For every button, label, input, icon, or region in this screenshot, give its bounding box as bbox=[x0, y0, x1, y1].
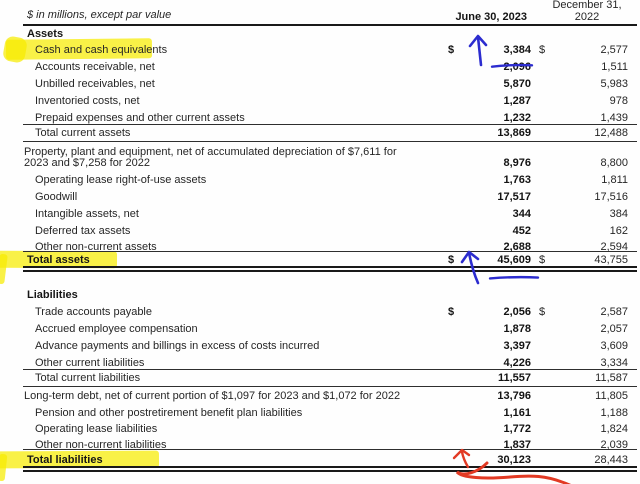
row-label: Trade accounts payable bbox=[35, 306, 152, 318]
value-december-31-2022: 5,983 bbox=[600, 78, 628, 90]
dollar-sign-2023: $ bbox=[448, 254, 455, 266]
value-june-30-2023: 452 bbox=[512, 225, 531, 237]
value-june-30-2023: 1,232 bbox=[503, 112, 531, 124]
value-december-31-2022: 1,439 bbox=[600, 112, 628, 124]
value-december-31-2022: 162 bbox=[609, 225, 628, 237]
value-december-31-2022: 384 bbox=[609, 208, 628, 220]
value-december-31-2022: 1,511 bbox=[601, 61, 628, 73]
column-header-december-31-line2: 2022 bbox=[574, 10, 600, 23]
value-december-31-2022: 2,594 bbox=[600, 241, 628, 253]
value-december-31-2022: 2,057 bbox=[600, 323, 628, 335]
dollar-sign-2022: $ bbox=[539, 44, 546, 56]
value-june-30-2023: 1,161 bbox=[503, 407, 531, 419]
value-june-30-2023: 2,056 bbox=[503, 306, 531, 318]
dollar-sign-2023: $ bbox=[448, 44, 455, 56]
blue-up-arrow-icon bbox=[459, 248, 487, 286]
value-june-30-2023: 1,763 bbox=[503, 174, 531, 186]
column-header-december-31-line1: December 31, bbox=[552, 0, 622, 11]
row-label: Intangible assets, net bbox=[35, 208, 139, 220]
value-june-30-2023: 13,869 bbox=[497, 127, 531, 139]
value-june-30-2023: 1,837 bbox=[503, 439, 531, 451]
row-label-line2: 2023 and $7,258 for 2022 bbox=[24, 157, 151, 169]
value-june-30-2023: 11,557 bbox=[497, 372, 531, 384]
horizontal-rule bbox=[23, 141, 637, 142]
row-label: Operating lease right-of-use assets bbox=[35, 174, 207, 186]
value-december-31-2022: 978 bbox=[609, 95, 628, 107]
row-label: Liabilities bbox=[27, 289, 78, 301]
value-december-31-2022: 2,039 bbox=[600, 439, 628, 451]
value-june-30-2023: 1,287 bbox=[503, 95, 531, 107]
value-june-30-2023: 3,384 bbox=[503, 44, 531, 56]
value-december-31-2022: 2,577 bbox=[600, 44, 628, 56]
row-label: Total current liabilities bbox=[35, 372, 141, 384]
row-label: Accounts receivable, net bbox=[35, 61, 155, 73]
value-december-31-2022: 43,755 bbox=[594, 254, 628, 266]
row-label: Total current assets bbox=[35, 127, 131, 139]
value-december-31-2022: 1,811 bbox=[601, 174, 628, 186]
value-june-30-2023: 45,609 bbox=[497, 254, 531, 266]
value-december-31-2022: 1,824 bbox=[600, 423, 628, 435]
value-june-30-2023: 1,878 bbox=[503, 323, 531, 335]
column-header-december-31-2022 bbox=[544, 0, 630, 23]
blue-up-arrow-icon bbox=[463, 32, 491, 68]
row-label: Total liabilities bbox=[27, 454, 103, 466]
value-june-30-2023: 4,226 bbox=[503, 357, 531, 369]
column-header-june-30-2023: June 30, 2023 bbox=[455, 11, 527, 23]
value-december-31-2022: 2,587 bbox=[600, 306, 628, 318]
row-label: Cash and cash equivalents bbox=[35, 44, 168, 56]
value-december-31-2022: 12,488 bbox=[594, 127, 628, 139]
row-label: Assets bbox=[27, 28, 64, 40]
value-december-31-2022: 3,609 bbox=[600, 340, 628, 352]
value-june-30-2023: 5,870 bbox=[503, 78, 531, 90]
red-swoosh-stroke bbox=[430, 456, 640, 484]
value-december-31-2022: 17,516 bbox=[594, 191, 628, 203]
row-label: Operating lease liabilities bbox=[35, 423, 158, 435]
row-label: Long-term debt, net of current portion of $1,097 for 2023 and $1,072 for 2022 bbox=[24, 390, 401, 402]
value-june-30-2023: 3,397 bbox=[503, 340, 531, 352]
value-june-30-2023: 344 bbox=[512, 208, 531, 220]
row-label: Other non-current assets bbox=[35, 241, 157, 253]
row-label: Goodwill bbox=[35, 191, 78, 203]
value-june-30-2023: 13,796 bbox=[497, 390, 531, 402]
row-label: Accrued employee compensation bbox=[35, 323, 198, 335]
value-june-30-2023: 8,976 bbox=[503, 157, 531, 169]
row-label: Total assets bbox=[27, 254, 90, 266]
dollar-sign-2022: $ bbox=[539, 254, 546, 266]
value-december-31-2022: 1,188 bbox=[600, 407, 628, 419]
dollar-sign-2022: $ bbox=[539, 306, 546, 318]
value-december-31-2022: 28,443 bbox=[594, 454, 628, 466]
value-june-30-2023: 30,123 bbox=[497, 454, 531, 466]
row-label: Other current liabilities bbox=[35, 357, 145, 369]
row-label: Advance payments and billings in excess of costs incurred bbox=[35, 340, 320, 352]
value-june-30-2023: 2,096 bbox=[503, 61, 531, 73]
horizontal-rule bbox=[23, 24, 637, 26]
row-label: Other non-current liabilities bbox=[35, 439, 167, 451]
value-june-30-2023: 2,688 bbox=[503, 241, 531, 253]
dollar-sign-2023: $ bbox=[448, 306, 455, 318]
blue-underline-icon bbox=[488, 275, 540, 282]
row-label: Property, plant and equipment, net of accumulated depreciation of $7,611 for bbox=[24, 146, 397, 158]
table-caption: $ in millions, except par value bbox=[27, 9, 172, 21]
row-label: Pension and other postretirement benefit plan liabilities bbox=[35, 407, 303, 419]
row-label: Deferred tax assets bbox=[35, 225, 131, 237]
value-december-31-2022: 11,805 bbox=[595, 390, 628, 402]
value-june-30-2023: 1,772 bbox=[503, 423, 531, 435]
highlighter-stroke-total-assets-edge bbox=[0, 254, 8, 285]
value-june-30-2023: 17,517 bbox=[497, 191, 531, 203]
horizontal-rule bbox=[23, 386, 637, 387]
value-december-31-2022: 8,800 bbox=[600, 157, 628, 169]
value-december-31-2022: 3,334 bbox=[600, 357, 628, 369]
row-label: Unbilled receivables, net bbox=[35, 78, 155, 90]
value-december-31-2022: 11,587 bbox=[595, 372, 628, 384]
row-label: Inventoried costs, net bbox=[35, 95, 140, 107]
row-label: Prepaid expenses and other current assets bbox=[35, 112, 245, 124]
